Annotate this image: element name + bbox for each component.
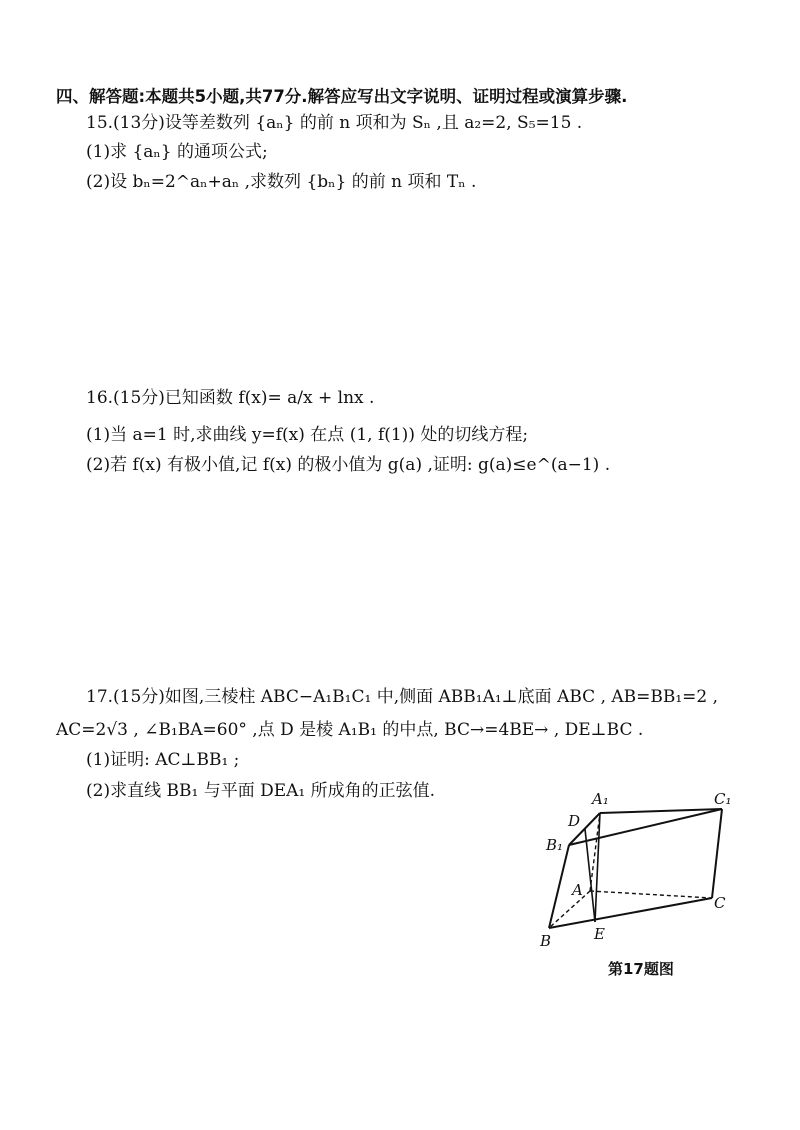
edge-B-C: [549, 898, 712, 928]
segment-A1-E: [595, 813, 600, 922]
label-D: D: [568, 812, 581, 830]
q17-stem-line1: 17.(15分)如图,三棱柱 ABC−A₁B₁C₁ 中,侧面 ABB₁A₁⊥底面 ABC , AB=BB₁=2 ,: [86, 687, 719, 707]
q16-part2: (2)若 f(x) 有极小值,记 f(x) 的极小值为 g(a) ,证明: g(a)≤e^(a−1) .: [86, 455, 611, 475]
label-B1: B₁: [546, 836, 564, 854]
q17-part2: (2)求直线 BB₁ 与平面 DEA₁ 所成角的正弦值.: [86, 781, 436, 801]
q15-part1: (1)求 {aₙ} 的通项公式;: [86, 142, 268, 162]
section-header: 四、解答题:本题共5小题,共77分.解答应写出文字说明、证明过程或演算步骤.: [56, 87, 628, 106]
q15-stem: 15.(13分)设等差数列 {aₙ} 的前 n 项和为 Sₙ ,且 a₂=2, S₅=15 .: [86, 113, 583, 133]
edge-C1-C: [712, 809, 722, 898]
label-E: E: [594, 925, 605, 943]
label-A1: A₁: [592, 790, 609, 808]
label-C1: C₁: [714, 790, 732, 808]
label-C: C: [714, 894, 726, 912]
q15-part2: (2)设 bₙ=2^aₙ+aₙ ,求数列 {bₙ} 的前 n 项和 Tₙ .: [86, 172, 477, 192]
q17-stem-line2: AC=2√3 , ∠B₁BA=60° ,点 D 是棱 A₁B₁ 的中点, BC→=4BE→ , DE⊥BC .: [56, 720, 644, 740]
edge-A-C: [590, 891, 712, 898]
q17-part1: (1)证明: AC⊥BB₁ ;: [86, 750, 240, 770]
label-B: B: [540, 932, 552, 950]
figure-caption: 第17题图: [608, 960, 674, 978]
q16-stem: 16.(15分)已知函数 f(x)= a/x + lnx .: [86, 388, 375, 408]
segment-D-E: [585, 829, 595, 922]
edge-B1-B: [549, 845, 569, 928]
prism-figure: [530, 784, 760, 954]
label-A: A: [572, 881, 583, 899]
q16-part1: (1)当 a=1 时,求曲线 y=f(x) 在点 (1, f(1)) 处的切线方程;: [86, 425, 529, 445]
edge-B1-C1: [569, 809, 722, 845]
